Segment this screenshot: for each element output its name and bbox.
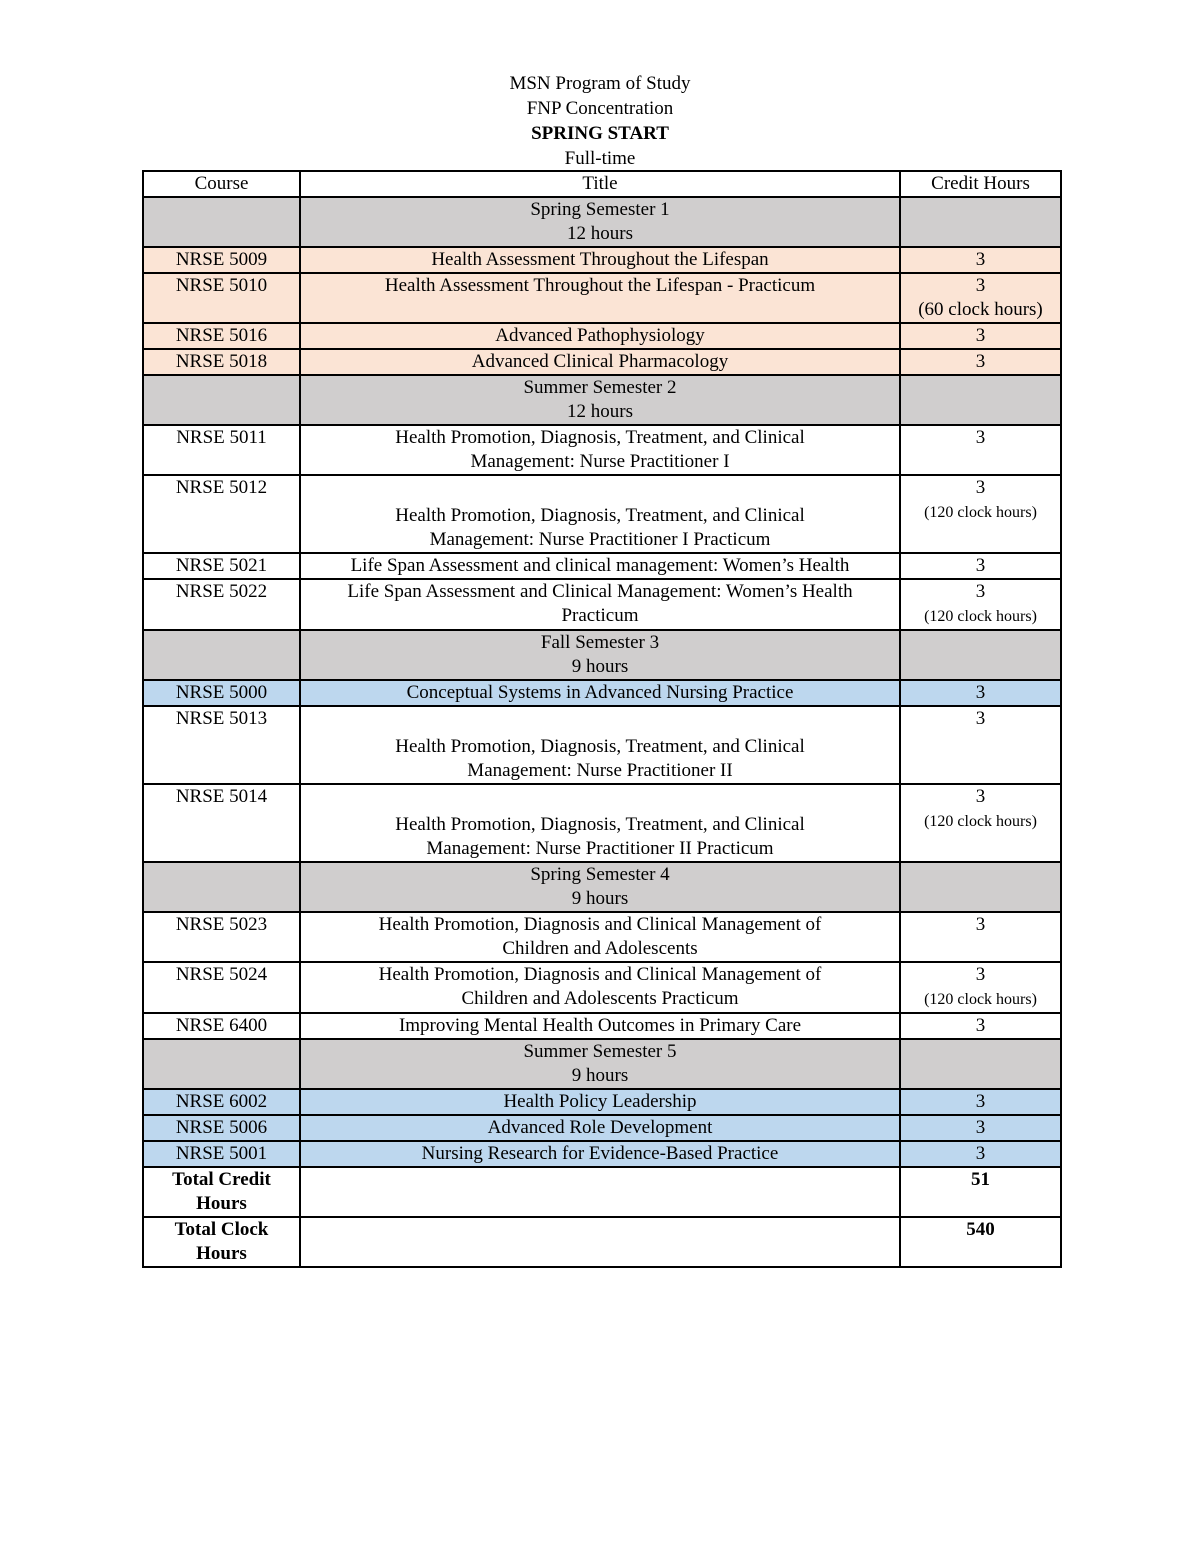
credit-hours: 3: [900, 553, 1061, 579]
credit-hours: 3: [900, 1089, 1061, 1115]
course-title: Health Assessment Throughout the Lifespan - Practicum: [300, 273, 900, 323]
total-clock-hours-row: [143, 1217, 1061, 1267]
start-term: SPRING START: [531, 123, 669, 144]
course-title-line: Management: Nurse Practitioner I Practicum: [429, 529, 771, 550]
course-cell: [143, 1039, 300, 1089]
course-title-line: Management: Nurse Practitioner II: [467, 760, 733, 781]
semester-cell: [300, 1039, 900, 1089]
semester-cell: [300, 375, 900, 425]
course-title: Advanced Pathophysiology: [300, 323, 900, 349]
credit-hours: 3: [900, 1141, 1061, 1167]
column-header-course: Course: [143, 171, 300, 197]
course-code: NRSE 5021: [143, 553, 300, 579]
course-code: NRSE 5001: [143, 1141, 300, 1167]
course-cell: [143, 375, 300, 425]
credit-cell: [900, 784, 1061, 862]
table-row: [143, 475, 1061, 553]
program-title: MSN Program of Study: [509, 73, 691, 94]
credit-hours: 3: [900, 912, 1061, 962]
total-label-line: Total Credit: [172, 1169, 271, 1190]
credit-cell: [900, 475, 1061, 553]
table-row: [143, 680, 1061, 706]
semester-cell: [300, 630, 900, 680]
course-title-line: Life Span Assessment and Clinical Management: Women’s Health: [347, 581, 853, 602]
semester-row: [143, 862, 1061, 912]
course-code: NRSE 6400: [143, 1013, 300, 1039]
column-header-title: Title: [300, 171, 900, 197]
course-title: [300, 425, 900, 475]
semester-name: Summer Semester 2: [523, 377, 677, 398]
course-code: NRSE 5006: [143, 1115, 300, 1141]
credit-cell: [900, 273, 1061, 323]
table-row: [143, 425, 1061, 475]
credit-hours: 3: [975, 275, 986, 296]
course-title: Conceptual Systems in Advanced Nursing Practice: [300, 680, 900, 706]
semester-row: [143, 197, 1061, 247]
table-row: [143, 962, 1061, 1013]
semester-hours: 9 hours: [571, 1065, 629, 1086]
course-title: Improving Mental Health Outcomes in Primary Care: [300, 1013, 900, 1039]
total-credit-hours-row: [143, 1167, 1061, 1217]
total-value: 540: [900, 1217, 1061, 1267]
course-title-line: Children and Adolescents: [502, 938, 698, 959]
total-label: [143, 1167, 300, 1217]
course-title-line: Health Promotion, Diagnosis, Treatment, and Clinical: [395, 814, 805, 835]
course-title: [300, 912, 900, 962]
concentration-title: FNP Concentration: [526, 98, 674, 119]
credit-hours: 3: [900, 349, 1061, 375]
credit-hours: 3: [900, 247, 1061, 273]
course-code: NRSE 5022: [143, 579, 300, 630]
table-row: [143, 1013, 1061, 1039]
course-title-line: Children and Adolescents Practicum: [461, 988, 739, 1009]
total-label: [143, 1217, 300, 1267]
course-title-line: Health Promotion, Diagnosis, Treatment, and Clinical: [395, 427, 805, 448]
credit-cell: [900, 579, 1061, 630]
table-row: [143, 706, 1061, 784]
credit-hours: 3: [975, 786, 986, 807]
credit-cell: [900, 862, 1061, 912]
course-title: [300, 1217, 900, 1267]
course-title: Advanced Role Development: [300, 1115, 900, 1141]
course-title: [300, 784, 900, 862]
credit-cell: [900, 630, 1061, 680]
credit-cell: [900, 375, 1061, 425]
course-code: NRSE 5012: [143, 475, 300, 553]
semester-name: Spring Semester 1: [530, 199, 670, 220]
credit-hours: 3: [900, 425, 1061, 475]
table-row: [143, 553, 1061, 579]
course-title: [300, 475, 900, 553]
course-code: NRSE 5024: [143, 962, 300, 1013]
table-row: [143, 349, 1061, 375]
semester-row: [143, 630, 1061, 680]
table-row: [143, 273, 1061, 323]
semester-hours: 9 hours: [571, 888, 629, 909]
course-title: Nursing Research for Evidence-Based Practice: [300, 1141, 900, 1167]
course-code: NRSE 5023: [143, 912, 300, 962]
table-row: [143, 784, 1061, 862]
course-cell: [143, 862, 300, 912]
semester-row: [143, 1039, 1061, 1089]
total-label-line: Total Clock: [174, 1219, 269, 1240]
credit-hours: 3: [900, 323, 1061, 349]
credit-hours: 3: [900, 680, 1061, 706]
credit-hours: 3: [975, 477, 986, 498]
clock-hours: (120 clock hours): [924, 991, 1037, 1008]
credit-cell: [900, 197, 1061, 247]
course-title-line: Health Promotion, Diagnosis, Treatment, and Clinical: [395, 505, 805, 526]
clock-hours: (60 clock hours): [918, 299, 1043, 320]
course-title: [300, 579, 900, 630]
column-header-credit-hours: Credit Hours: [900, 171, 1061, 197]
semester-name: Fall Semester 3: [540, 632, 660, 653]
total-label-line: Hours: [196, 1243, 247, 1264]
course-code: NRSE 5010: [143, 273, 300, 323]
course-cell: [143, 197, 300, 247]
course-title-line: Practicum: [561, 605, 639, 626]
course-code: NRSE 5011: [143, 425, 300, 475]
semester-cell: [300, 862, 900, 912]
course-title: Life Span Assessment and clinical management: Women’s Health: [300, 553, 900, 579]
course-title-line: Health Promotion, Diagnosis and Clinical Management of: [378, 964, 822, 985]
semester-name: Summer Semester 5: [523, 1041, 677, 1062]
table-row: [143, 579, 1061, 630]
document-header: [0, 71, 1200, 171]
course-title: [300, 706, 900, 784]
course-code: NRSE 5014: [143, 784, 300, 862]
semester-hours: 9 hours: [571, 656, 629, 677]
table-row: [143, 1141, 1061, 1167]
credit-hours: 3: [975, 964, 986, 985]
credit-hours: 3: [900, 706, 1061, 784]
semester-hours: 12 hours: [567, 401, 633, 422]
course-code: NRSE 5009: [143, 247, 300, 273]
course-code: NRSE 5013: [143, 706, 300, 784]
clock-hours: (120 clock hours): [924, 504, 1037, 521]
course-title: Advanced Clinical Pharmacology: [300, 349, 900, 375]
semester-row: [143, 375, 1061, 425]
table-row: [143, 1115, 1061, 1141]
semester-hours: 12 hours: [567, 223, 633, 244]
course-code: NRSE 5016: [143, 323, 300, 349]
table-row: [143, 912, 1061, 962]
clock-hours: (120 clock hours): [924, 813, 1037, 830]
course-code: NRSE 5000: [143, 680, 300, 706]
course-code: NRSE 5018: [143, 349, 300, 375]
course-title-line: Health Promotion, Diagnosis, Treatment, and Clinical: [395, 736, 805, 757]
credit-hours: 3: [975, 581, 986, 602]
credit-hours: 3: [900, 1013, 1061, 1039]
course-title-line: Management: Nurse Practitioner I: [470, 451, 730, 472]
table-row: [143, 1089, 1061, 1115]
course-cell: [143, 630, 300, 680]
program-of-study-table: [142, 170, 1062, 1268]
semester-cell: [300, 197, 900, 247]
course-title-line: Management: Nurse Practitioner II Practicum: [426, 838, 774, 859]
course-title: Health Assessment Throughout the Lifespan: [300, 247, 900, 273]
course-code: NRSE 6002: [143, 1089, 300, 1115]
clock-hours: (120 clock hours): [924, 608, 1037, 625]
total-value: 51: [900, 1167, 1061, 1217]
semester-name: Spring Semester 4: [530, 864, 670, 885]
table-header-row: [143, 171, 1061, 197]
total-label-line: Hours: [196, 1193, 247, 1214]
credit-cell: [900, 1039, 1061, 1089]
enrollment-status: Full-time: [564, 148, 636, 169]
credit-hours: 3: [900, 1115, 1061, 1141]
course-title: [300, 962, 900, 1013]
table-row: [143, 323, 1061, 349]
table-row: [143, 247, 1061, 273]
course-title: Health Policy Leadership: [300, 1089, 900, 1115]
course-title: [300, 1167, 900, 1217]
credit-cell: [900, 962, 1061, 1013]
course-title-line: Health Promotion, Diagnosis and Clinical Management of: [378, 914, 822, 935]
